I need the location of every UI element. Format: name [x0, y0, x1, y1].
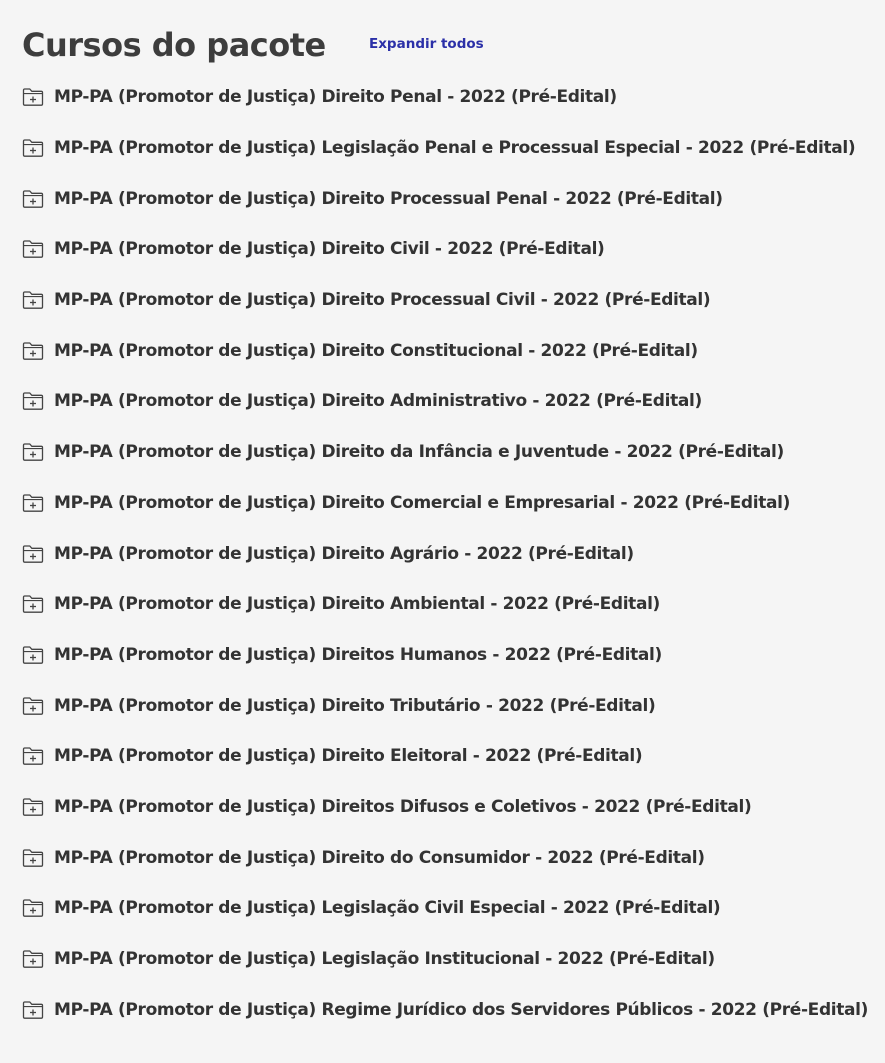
- folder-plus-icon[interactable]: [22, 645, 44, 665]
- folder-plus-icon[interactable]: [22, 949, 44, 969]
- page-title: Cursos do pacote: [22, 26, 326, 64]
- course-title[interactable]: MP-PA (Promotor de Justiça) Legislação Civil Especial - 2022 (Pré-Edital): [54, 898, 721, 919]
- course-title[interactable]: MP-PA (Promotor de Justiça) Direito Ambiental - 2022 (Pré-Edital): [54, 594, 660, 615]
- course-title[interactable]: MP-PA (Promotor de Justiça) Regime Jurídico dos Servidores Públicos - 2022 (Pré-Edital): [54, 999, 869, 1020]
- course-title[interactable]: MP-PA (Promotor de Justiça) Direito Constitucional - 2022 (Pré-Edital): [54, 340, 698, 361]
- course-title[interactable]: MP-PA (Promotor de Justiça) Direito Tributário - 2022 (Pré-Edital): [54, 695, 656, 716]
- course-item[interactable]: [22, 832, 872, 883]
- course-item[interactable]: [22, 478, 872, 529]
- course-item[interactable]: [22, 123, 872, 174]
- course-title[interactable]: MP-PA (Promotor de Justiça) Direito Agrário - 2022 (Pré-Edital): [54, 543, 634, 564]
- folder-plus-icon[interactable]: [22, 341, 44, 361]
- folder-plus-icon[interactable]: [22, 594, 44, 614]
- course-item[interactable]: [22, 782, 872, 833]
- course-title[interactable]: MP-PA (Promotor de Justiça) Direito Processual Civil - 2022 (Pré-Edital): [54, 290, 711, 311]
- folder-plus-icon[interactable]: [22, 746, 44, 766]
- course-item[interactable]: [22, 275, 872, 326]
- course-title[interactable]: MP-PA (Promotor de Justiça) Legislação Penal e Processual Especial - 2022 (Pré-Edital): [54, 138, 856, 159]
- course-item[interactable]: [22, 579, 872, 630]
- course-title[interactable]: MP-PA (Promotor de Justiça) Direito do Consumidor - 2022 (Pré-Edital): [54, 847, 705, 868]
- course-item[interactable]: [22, 883, 872, 934]
- course-title[interactable]: MP-PA (Promotor de Justiça) Direito Administrativo - 2022 (Pré-Edital): [54, 391, 702, 412]
- course-list: [22, 72, 872, 1035]
- course-item[interactable]: [22, 72, 872, 123]
- course-title[interactable]: MP-PA (Promotor de Justiça) Direitos Difusos e Coletivos - 2022 (Pré-Edital): [54, 796, 752, 817]
- folder-plus-icon[interactable]: [22, 898, 44, 918]
- folder-plus-icon[interactable]: [22, 696, 44, 716]
- course-item[interactable]: [22, 427, 872, 478]
- course-item[interactable]: [22, 731, 872, 782]
- course-item[interactable]: [22, 224, 872, 275]
- folder-plus-icon[interactable]: [22, 391, 44, 411]
- course-title[interactable]: MP-PA (Promotor de Justiça) Direito Comercial e Empresarial - 2022 (Pré-Edital): [54, 492, 790, 513]
- course-title[interactable]: MP-PA (Promotor de Justiça) Direito da Infância e Juventude - 2022 (Pré-Edital): [54, 442, 784, 463]
- course-title[interactable]: MP-PA (Promotor de Justiça) Direitos Humanos - 2022 (Pré-Edital): [54, 644, 662, 665]
- folder-plus-icon[interactable]: [22, 848, 44, 868]
- folder-plus-icon[interactable]: [22, 290, 44, 310]
- course-title[interactable]: MP-PA (Promotor de Justiça) Direito Processual Penal - 2022 (Pré-Edital): [54, 188, 723, 209]
- folder-plus-icon[interactable]: [22, 87, 44, 107]
- page-header: [22, 22, 484, 68]
- course-title[interactable]: MP-PA (Promotor de Justiça) Direito Penal - 2022 (Pré-Edital): [54, 87, 617, 108]
- folder-plus-icon[interactable]: [22, 544, 44, 564]
- folder-plus-icon[interactable]: [22, 138, 44, 158]
- folder-plus-icon[interactable]: [22, 1000, 44, 1020]
- course-item[interactable]: [22, 376, 872, 427]
- course-item[interactable]: [22, 934, 872, 985]
- course-item[interactable]: [22, 680, 872, 731]
- course-item[interactable]: [22, 528, 872, 579]
- course-title[interactable]: MP-PA (Promotor de Justiça) Direito Civil - 2022 (Pré-Edital): [54, 239, 605, 260]
- course-title[interactable]: MP-PA (Promotor de Justiça) Legislação Institucional - 2022 (Pré-Edital): [54, 949, 715, 970]
- course-title[interactable]: MP-PA (Promotor de Justiça) Direito Eleitoral - 2022 (Pré-Edital): [54, 746, 643, 767]
- course-item[interactable]: [22, 630, 872, 681]
- folder-plus-icon[interactable]: [22, 797, 44, 817]
- folder-plus-icon[interactable]: [22, 189, 44, 209]
- folder-plus-icon[interactable]: [22, 493, 44, 513]
- course-item[interactable]: [22, 173, 872, 224]
- folder-plus-icon[interactable]: [22, 239, 44, 259]
- folder-plus-icon[interactable]: [22, 442, 44, 462]
- course-item[interactable]: [22, 325, 872, 376]
- course-item[interactable]: [22, 984, 872, 1035]
- expand-all-link[interactable]: Expandir todos: [369, 36, 484, 52]
